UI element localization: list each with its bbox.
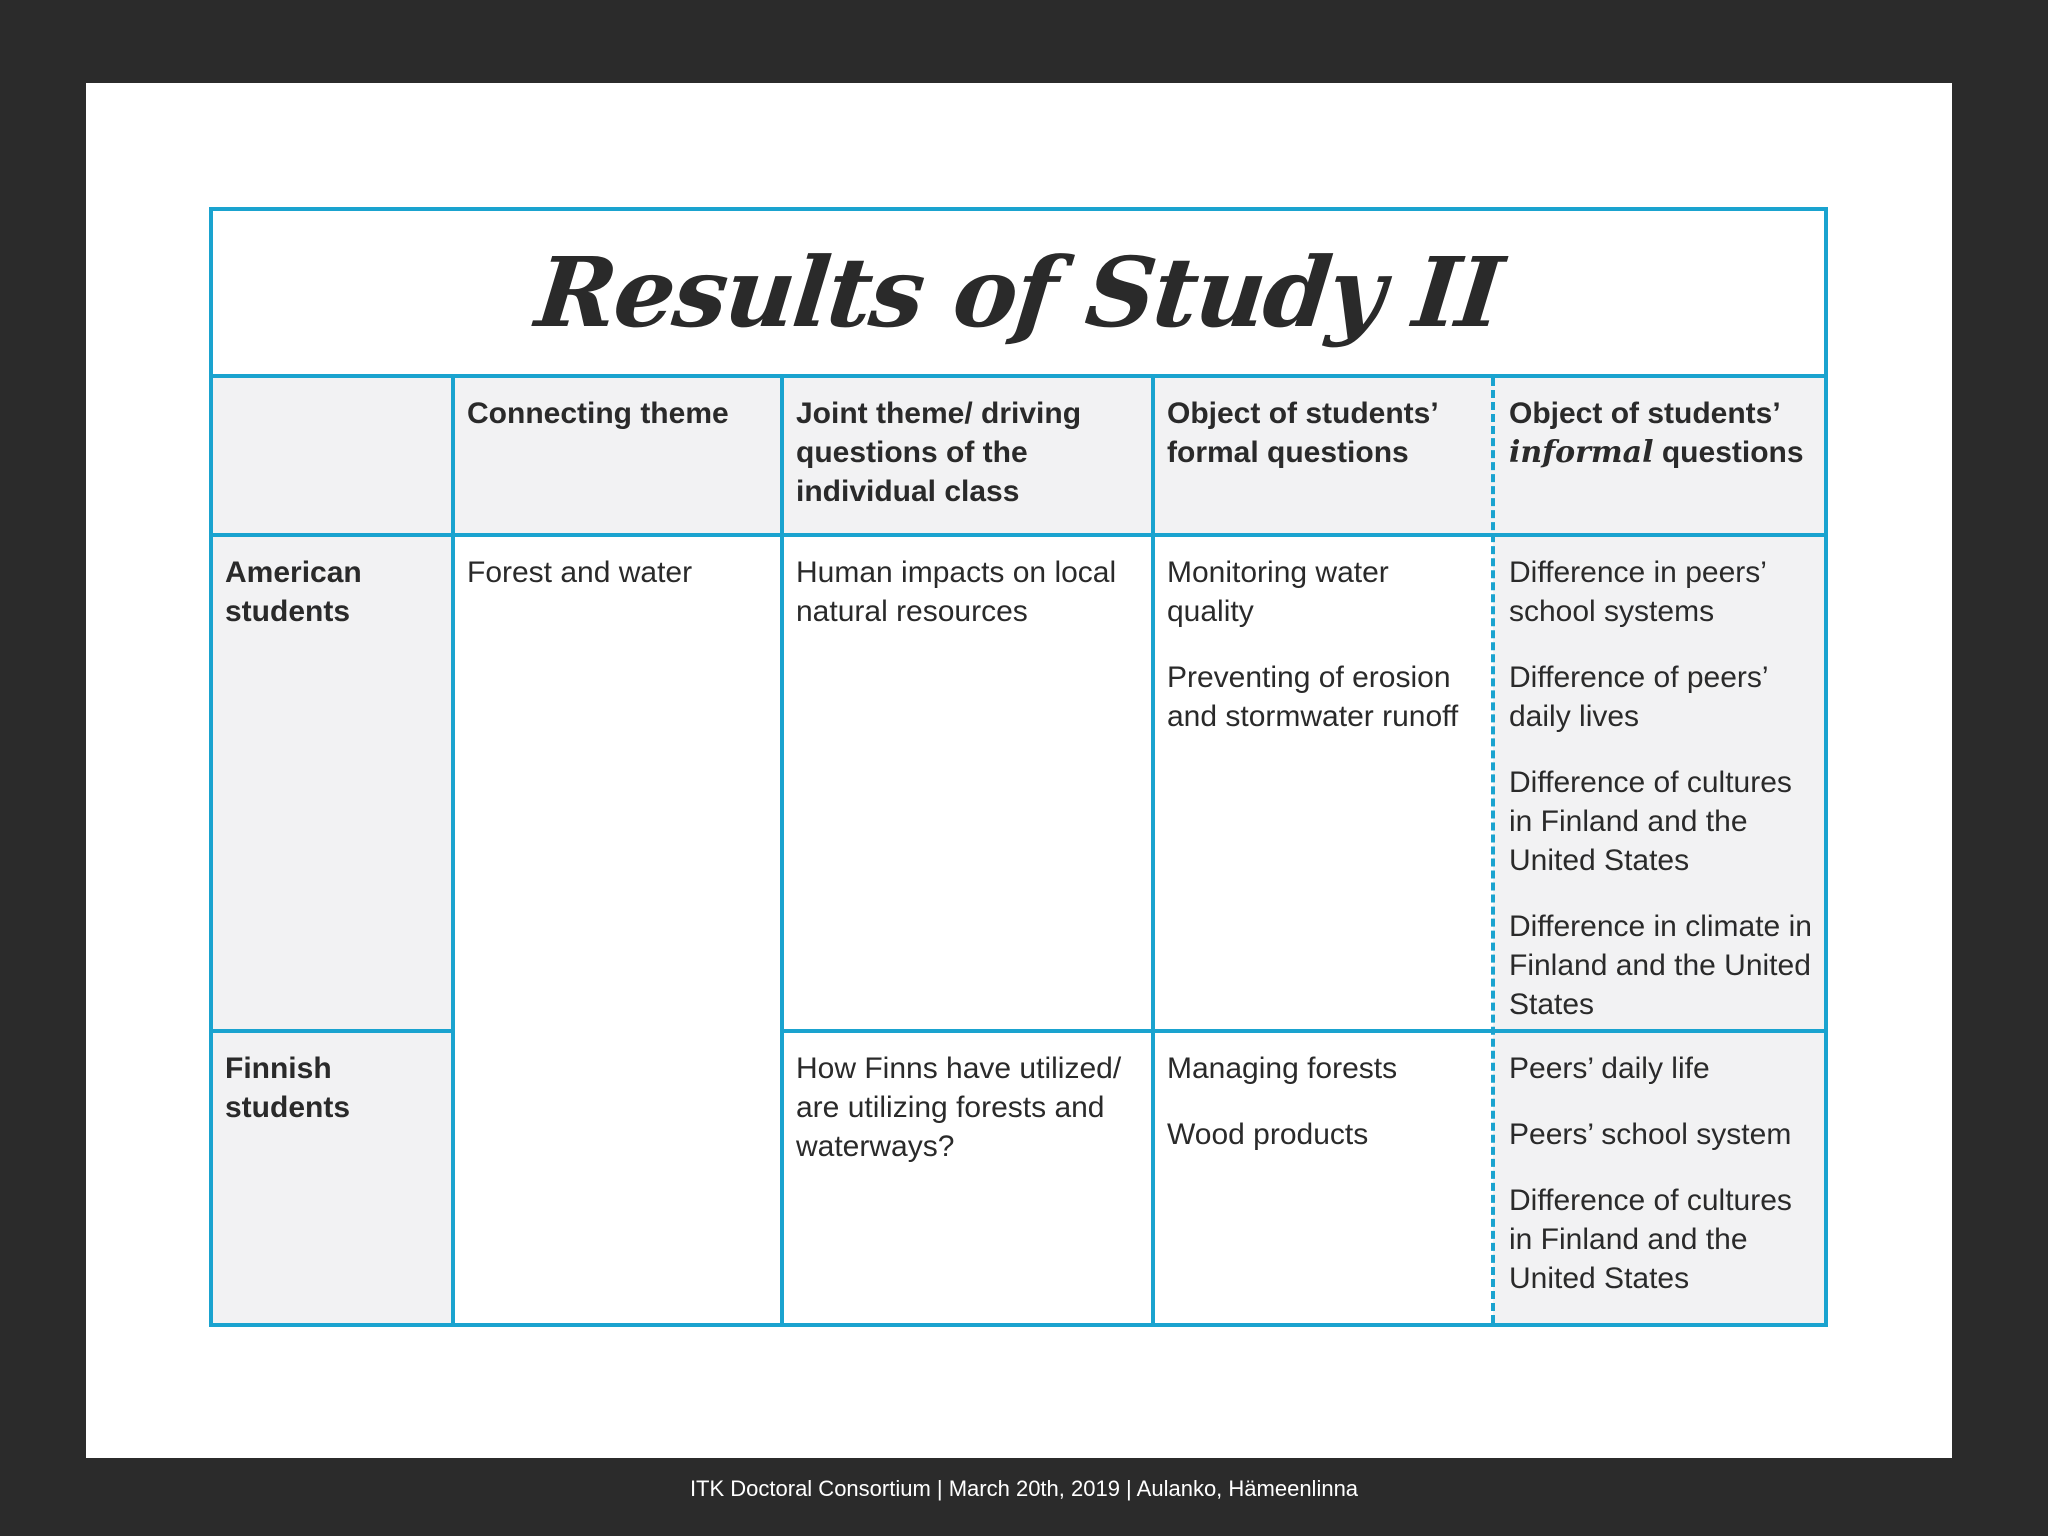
divider: [780, 378, 784, 1323]
formal-questions-american: [1155, 537, 1491, 1029]
divider: [213, 1029, 455, 1033]
group-american: American students: [225, 556, 362, 628]
list-item: Peers’ school system: [1509, 1118, 1792, 1151]
header-informal-word: informal: [1509, 435, 1654, 470]
header-informal-prefix: Object of students’: [1509, 397, 1781, 430]
informal-questions-american: [1497, 537, 1824, 1029]
list-item: Difference of peers’ daily lives: [1509, 661, 1768, 733]
joint-theme-american: Human impacts on local natural resources: [796, 556, 1117, 628]
divider: [213, 533, 1824, 537]
list-item: Difference in climate in Finland and the United States: [1509, 910, 1812, 1021]
formal-questions-finnish: [1155, 1033, 1491, 1323]
slide: [86, 83, 1952, 1458]
header-informal-suffix: questions: [1661, 436, 1804, 469]
list-item: Monitoring water quality: [1167, 556, 1389, 628]
footer: ITK Doctoral Consortium | March 20th, 2019 | Aulanko, Hämeenlinna: [689, 1476, 1359, 1501]
header-informal-questions: [1497, 378, 1824, 533]
divider: [1151, 378, 1155, 1323]
dashed-divider: [1491, 378, 1495, 1323]
connecting-theme-value: Forest and water: [467, 556, 693, 589]
title-row: [213, 211, 1824, 378]
divider: [780, 1029, 1824, 1033]
table-grid: [213, 378, 1824, 1323]
header-formal-questions: Object of students’ formal questions: [1167, 397, 1438, 469]
joint-theme-finnish: How Finns have utilized/ are utilizing forests and waterways?: [796, 1052, 1122, 1163]
header-connecting-theme: Connecting theme: [467, 397, 729, 430]
list-item: Wood products: [1167, 1118, 1369, 1151]
list-item: Peers’ daily life: [1509, 1052, 1710, 1085]
header-joint-theme: Joint theme/ driving questions of the individual class: [796, 397, 1082, 508]
list-item: Difference of cultures in Finland and the United States: [1509, 1184, 1792, 1295]
list-item: Managing forests: [1167, 1052, 1398, 1085]
list-item: Preventing of erosion and stormwater runoff: [1167, 661, 1459, 733]
divider: [451, 378, 455, 1323]
results-table: [209, 207, 1828, 1327]
group-finnish: Finnish students: [225, 1052, 351, 1124]
informal-questions-finnish: [1497, 1033, 1824, 1323]
slide-title: Results of Study II: [530, 236, 1507, 349]
list-item: Difference in peers’ school systems: [1509, 556, 1766, 628]
list-item: Difference of cultures in Finland and the United States: [1509, 766, 1792, 877]
